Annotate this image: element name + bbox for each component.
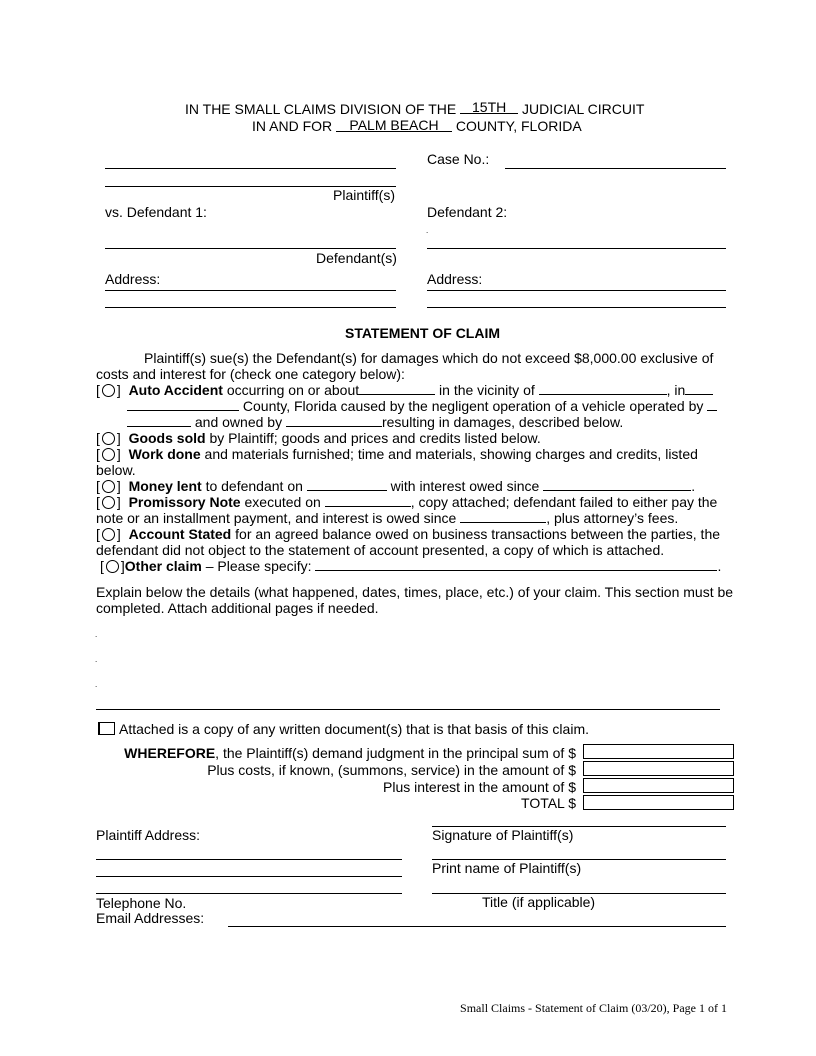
- note-text-1: executed on: [244, 494, 321, 510]
- defendant2-address-label: Address:: [427, 271, 483, 287]
- title-label: Title (if applicable): [482, 894, 596, 910]
- defendant1-address-line-2[interactable]: [105, 307, 396, 308]
- auto-accident-title: Auto Accident: [128, 382, 223, 398]
- details-mark-2: .: [95, 655, 98, 664]
- heading-line1-prefix: IN THE SMALL CLAIMS DIVISION OF THE: [185, 101, 457, 117]
- goods-sold-item: [ ] Goods sold by Plaintiff; goods and prices and credits listed below.: [96, 430, 541, 446]
- other-claim-item: [ ]Other claim – Please specify: .: [100, 558, 722, 574]
- wherefore-text: , the Plaintiff(s) demand judgment in the principal sum of $: [215, 745, 576, 761]
- money-lent-text-1: to defendant on: [205, 478, 303, 494]
- accident-in-field[interactable]: [685, 382, 713, 395]
- auto-text-2: in the vicinity of: [439, 382, 535, 398]
- note-text-3: , plus attorney’s fees.: [546, 510, 679, 526]
- plaintiff-address-line-1[interactable]: [96, 859, 402, 860]
- details-mark-1: .: [95, 630, 98, 639]
- goods-sold-text: by Plaintiff; goods and prices and credits listed below.: [209, 430, 541, 446]
- circuit-value: 15TH: [472, 99, 507, 115]
- interest-label: Plus interest in the amount of $: [383, 779, 576, 795]
- money-lent-item: [ ] Money lent to defendant on with interest owed since .: [96, 478, 696, 494]
- court-heading-line2: [252, 118, 582, 134]
- auto-line-2: [96, 398, 736, 414]
- attached-checkbox[interactable]: [98, 722, 115, 735]
- money-lent-date-field[interactable]: [307, 478, 387, 491]
- signature-label: Signature of Plaintiff(s): [432, 827, 574, 843]
- total-amount-field[interactable]: [583, 795, 734, 810]
- attached-text: Attached is a copy of any written document(s) that is that basis of this claim.: [119, 721, 589, 737]
- defendant1-name-line[interactable]: [105, 248, 396, 249]
- other-claim-text: – Please specify:: [205, 558, 312, 574]
- intro-text: Plaintiff(s) sue(s) the Defendant(s) for damages which do not exceed $8,000.00 exclusive of costs and interest for (check one category below):: [96, 350, 714, 382]
- details-mark-3: .: [95, 680, 98, 689]
- other-claim-field[interactable]: [315, 558, 717, 571]
- money-lent-checkbox[interactable]: [102, 480, 115, 493]
- wherefore-bold: WHEREFORE: [124, 745, 216, 761]
- telephone-label: Telephone No.: [96, 895, 187, 911]
- defendant2-address-line-1[interactable]: [427, 290, 726, 291]
- auto-text-3: , in: [666, 382, 686, 398]
- account-stated-text: for an agreed balance owed on business transactions between the parties, the defendant did not object to the statement of account presented, a copy of which is attached.: [96, 526, 721, 558]
- defendant2-address-line-2[interactable]: [427, 307, 726, 308]
- work-done-item: [ ] Work done and materials furnished; time and materials, showing charges and credits, listed below.: [96, 446, 698, 478]
- auto-line-3: [96, 414, 736, 430]
- email-line[interactable]: [228, 926, 726, 927]
- work-done-checkbox[interactable]: [102, 448, 115, 461]
- accident-vicinity-field[interactable]: [539, 382, 667, 395]
- total-label: TOTAL $: [521, 795, 576, 811]
- account-stated-title: Account Stated: [128, 526, 232, 542]
- claim-details-line[interactable]: [96, 709, 720, 710]
- auto-accident-checkbox[interactable]: [102, 384, 115, 397]
- accident-county-field[interactable]: [127, 398, 239, 411]
- print-name-label: Print name of Plaintiff(s): [432, 860, 582, 876]
- plaintiff-address-label: Plaintiff Address:: [96, 827, 201, 843]
- auto-accident-item: [96, 382, 736, 430]
- other-claim-checkbox[interactable]: [106, 560, 119, 573]
- defendant1-address-line-1[interactable]: [105, 290, 396, 291]
- defendant1-address-label: Address:: [105, 271, 161, 287]
- wherefore-line: [124, 745, 576, 761]
- goods-sold-checkbox[interactable]: [102, 432, 115, 445]
- case-no-label: Case No.:: [427, 151, 490, 167]
- auto-text-6: resulting in damages, described below.: [381, 414, 624, 430]
- promissory-note-title: Promissory Note: [128, 494, 241, 510]
- account-stated-checkbox[interactable]: [102, 528, 115, 541]
- note-executed-date-field[interactable]: [325, 494, 411, 507]
- heading-line2-prefix: IN AND FOR: [252, 118, 333, 134]
- money-lent-text-2: with interest owed since: [390, 478, 540, 494]
- account-stated-item: [ ] Account Stated for an agreed balance owed on business transactions between the parties, the defendant did not object to the statement of account presented, a copy of which is attached.: [96, 526, 721, 558]
- promissory-note-checkbox[interactable]: [102, 496, 115, 509]
- work-done-text: and materials furnished; time and materials, showing charges and credits, listed below.: [96, 446, 698, 478]
- costs-label: Plus costs, if known, (summons, service) in the amount of $: [207, 762, 576, 778]
- case-no-field[interactable]: [505, 168, 726, 169]
- auto-line-1: [ ] Auto Accident occurring on or about in the vicinity of , in: [96, 382, 736, 398]
- auto-text-1: occurring on or about: [226, 382, 360, 398]
- money-interest-date-field[interactable]: [543, 478, 691, 491]
- defendant2-mark: .: [426, 226, 429, 235]
- attached-item: [98, 721, 589, 737]
- defendant2-label: Defendant 2:: [427, 204, 508, 220]
- email-label: Email Addresses:: [96, 910, 205, 926]
- circuit-field[interactable]: [460, 99, 518, 115]
- work-done-title: Work done: [128, 446, 201, 462]
- money-lent-title: Money lent: [128, 478, 202, 494]
- vs-defendant1-label: vs. Defendant 1:: [105, 204, 207, 220]
- county-value: PALM BEACH: [349, 117, 439, 133]
- defendant2-name-line[interactable]: [427, 248, 726, 249]
- auto-text-5: and owned by: [194, 414, 283, 430]
- court-heading-line1: [185, 101, 644, 117]
- intro-paragraph: [96, 350, 736, 382]
- heading-line1-suffix: JUDICIAL CIRCUIT: [522, 101, 645, 117]
- note-interest-date-field[interactable]: [460, 510, 546, 523]
- principal-amount-field[interactable]: [583, 744, 734, 759]
- plaintiffs-label: Plaintiff(s): [333, 187, 395, 203]
- plaintiff-address-line-2[interactable]: [96, 876, 402, 877]
- note-text-2: , copy attached; defendant failed to either pay the note or an installment payment, and interest is owed since: [96, 494, 718, 526]
- interest-amount-field[interactable]: [583, 778, 734, 793]
- telephone-line[interactable]: [96, 893, 402, 894]
- auto-text-4: County, Florida caused by the negligent operation of a vehicle operated by: [242, 398, 704, 414]
- plaintiff-name-line-1[interactable]: [105, 168, 396, 169]
- other-claim-title: Other claim: [124, 558, 202, 574]
- costs-amount-field[interactable]: [583, 761, 734, 776]
- operator-field-cont[interactable]: [127, 414, 191, 427]
- operator-field[interactable]: [707, 398, 717, 411]
- page-footer: Small Claims - Statement of Claim (03/20), Page 1 of 1: [460, 1001, 727, 1015]
- promissory-note-item: [ ] Promissory Note executed on , copy attached; defendant failed to either pay the note or an installment payment, and interest is owed since , plus attorney’s fees.: [96, 494, 718, 526]
- explain-paragraph: Explain below the details (what happened, dates, times, place, etc.) of your claim. This section must be completed. Attach additional pages if needed.: [96, 584, 734, 616]
- county-field[interactable]: [336, 117, 452, 133]
- statement-title: STATEMENT OF CLAIM: [345, 325, 501, 341]
- heading-line2-suffix: COUNTY, FLORIDA: [455, 118, 582, 134]
- accident-date-field[interactable]: [359, 382, 435, 395]
- goods-sold-title: Goods sold: [128, 430, 206, 446]
- owner-field[interactable]: [286, 414, 382, 427]
- defendants-label: Defendant(s): [316, 250, 397, 266]
